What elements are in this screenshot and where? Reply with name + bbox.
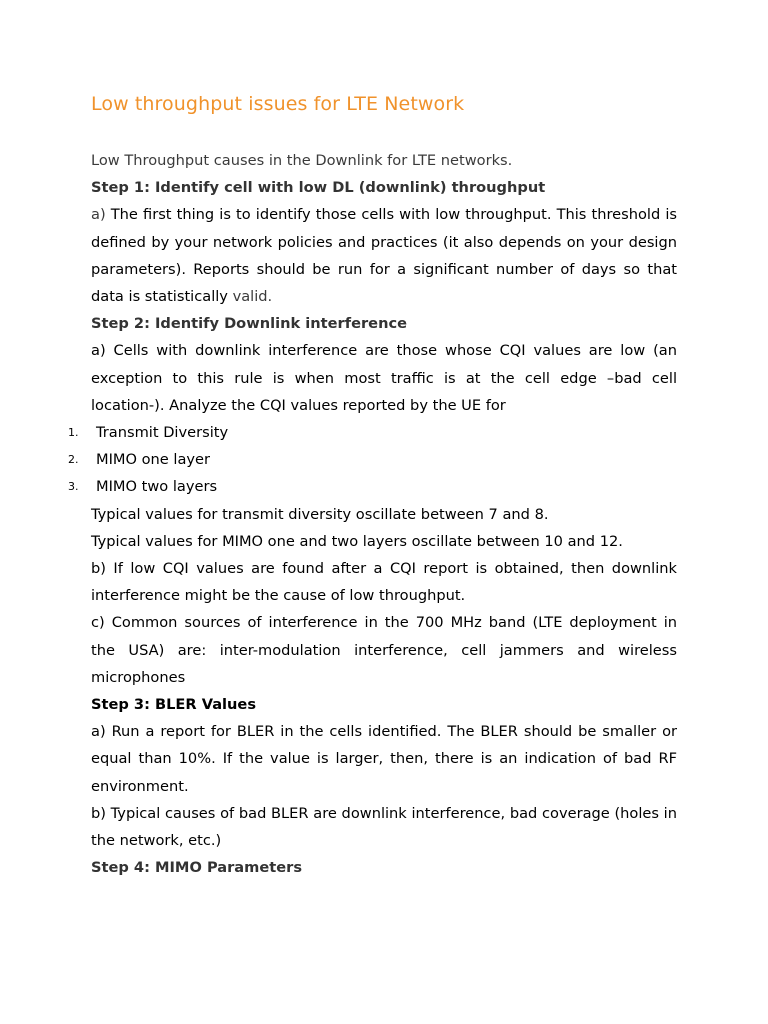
- list-number: 2.: [68, 453, 79, 467]
- typical-values-diversity: Typical values for transmit diversity oscillate between 7 and 8.: [91, 505, 549, 523]
- step3-paragraph-a: a) Run a report for BLER in the cells identified. The BLER should be smaller or equal than 10%. If the value is larger, then, there is an indication of bad RF environment.: [91, 723, 677, 795]
- step3-paragraph-b: b) Typical causes of bad BLER are downlink interference, bad coverage (holes in the network, etc.): [91, 804, 677, 850]
- step1-prefix: a): [91, 206, 106, 224]
- step2-paragraph-b: b) If low CQI values are found after a CQI report is obtained, then downlink interference might be the cause of low throughput.: [91, 560, 677, 605]
- step1-text: The first thing is to identify those cells with low throughput. This threshold is defined by your network policies and practices (it also depends on your design parameters). Reports should be run for a significant number of days so that data is statistically: [91, 206, 677, 306]
- list-item-text: MIMO one layer: [96, 451, 211, 469]
- list-item-text: MIMO two layers: [96, 478, 218, 496]
- document-body: [68, 147, 677, 881]
- step2-paragraph-a: a) Cells with downlink interference are those whose CQI values are low (an exception to this rule is when most traffic is at the cell edge –bad cell location-). Analyze the CQI values reported by the UE for: [91, 342, 677, 414]
- step1-paragraph-a: [91, 201, 677, 310]
- transmission-mode-list: [68, 419, 677, 501]
- step4-heading: Step 4: MIMO Parameters: [91, 859, 303, 877]
- step1-heading: Step 1: Identify cell with low DL (downlink) throughput: [91, 179, 546, 197]
- list-number: 3.: [68, 480, 79, 494]
- step3-heading: Step 3: BLER Values: [91, 696, 257, 714]
- step2-paragraph-c: c) Common sources of interference in the 700 MHz band (LTE deployment in the USA) are: inter-modulation interference, cell jammers and wireless microphones: [91, 614, 677, 686]
- intro-text: Low Throughput causes in the Downlink for LTE networks.: [91, 152, 513, 169]
- step1-tail: valid.: [232, 288, 273, 306]
- list-item: [68, 419, 677, 446]
- list-item: [68, 473, 677, 500]
- step2-heading: Step 2: Identify Downlink interference: [91, 315, 408, 333]
- list-number: 1.: [68, 426, 79, 440]
- typical-values-mimo: Typical values for MIMO one and two layers oscillate between 10 and 12.: [91, 532, 623, 550]
- page-title: Low throughput issues for LTE Network: [91, 93, 465, 115]
- list-item: [68, 446, 677, 473]
- list-item-text: Transmit Diversity: [96, 424, 229, 442]
